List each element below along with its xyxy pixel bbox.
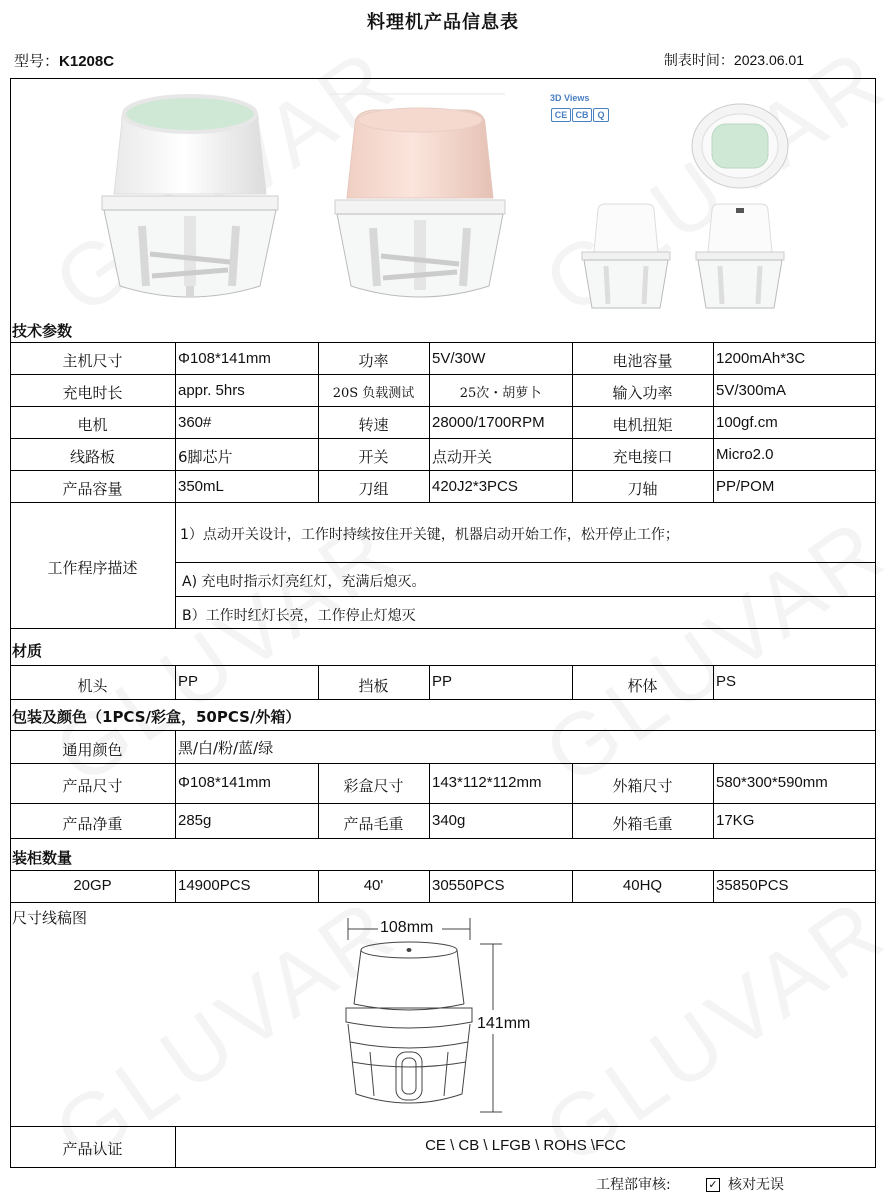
review-label: 工程部审核: [596, 1177, 671, 1193]
label-20gp: 20GP [73, 877, 112, 894]
label-load-test: 20S 负载测试 [332, 386, 415, 401]
label-capacity: 产品容量 [62, 480, 123, 498]
value-baffle-material: PP [432, 673, 453, 690]
label-circuit-board: 线路板 [69, 448, 115, 466]
value-switch: 点动开关 [432, 448, 493, 466]
page-title: 料理机产品信息表 [367, 12, 519, 33]
label-40ft: 40' [363, 877, 384, 894]
label-blade-shaft: 刀轴 [627, 480, 658, 498]
value-power: 5V/30W [432, 350, 486, 367]
ce-cert-icon: CE [551, 108, 571, 122]
label-giftbox-size: 彩盒尺寸 [343, 777, 404, 795]
value-colors: 黑/白/粉/蓝/绿 [178, 739, 274, 757]
value-motor: 360# [178, 414, 212, 431]
product-photo-top-view [690, 100, 790, 192]
value-giftbox-size: 143*112*112mm [432, 774, 542, 791]
section-drawing: 尺寸线稿图 [12, 909, 88, 927]
product-photo-pink [325, 86, 515, 318]
checkbox-checked-icon: ✓ [706, 1178, 720, 1192]
label-cup-material: 杯体 [627, 677, 658, 695]
value-blade-shaft: PP/POM [716, 478, 775, 495]
value-product-size: Φ108*141mm [178, 774, 271, 791]
value-torque: 100gf.cm [716, 414, 778, 431]
q-cert-icon: Q [593, 108, 609, 122]
label-colors: 通用颜色 [62, 741, 123, 759]
dimension-width-label: 108mm [380, 919, 434, 936]
review-check-text: 核对无误 [728, 1177, 784, 1193]
value-charge-port: Micro2.0 [716, 446, 774, 463]
label-charge-time: 充电时长 [62, 384, 123, 402]
table-date: 制表时间：2023.06.01 [663, 52, 804, 69]
label-switch: 开关 [358, 448, 389, 466]
section-tech-params: 技术参数 [12, 322, 73, 340]
value-input-power: 5V/300mA [716, 382, 787, 399]
label-gross-weight: 产品毛重 [343, 815, 404, 833]
dimension-drawing [330, 912, 570, 1122]
review-check [706, 1174, 784, 1194]
value-capacity: 350mL [178, 478, 224, 495]
label-40hq: 40HQ [622, 877, 663, 894]
value-certification: CE \ CB \ LFGB \ ROHS \FCC [425, 1137, 626, 1154]
value-blade-set: 420J2*3PCS [432, 478, 518, 495]
product-photo-side-view [576, 200, 676, 316]
label-product-size: 产品尺寸 [62, 777, 123, 795]
workflow-line-2: A) 充电时指示灯亮红灯，充满后熄灭。 [182, 574, 426, 590]
workflow-line-3: B）工作时红灯长亮，工作停止灯熄灭 [182, 608, 416, 624]
section-material: 材质 [12, 642, 43, 660]
label-input-power: 输入功率 [612, 384, 673, 402]
value-20gp: 14900PCS [178, 877, 251, 894]
value-cup-material: PS [716, 673, 737, 690]
label-torque: 电机扭矩 [612, 416, 673, 434]
section-container: 装柜数量 [12, 849, 73, 867]
value-gross-weight: 340g [432, 812, 466, 829]
label-battery: 电池容量 [612, 352, 673, 370]
value-40hq: 35850PCS [716, 877, 789, 894]
value-load-test: 25次・胡萝卜 [459, 386, 542, 401]
value-head-material: PP [178, 673, 199, 690]
label-baffle-material: 挡板 [358, 677, 389, 695]
dimension-height-label: 141mm [477, 1015, 531, 1032]
label-carton-weight: 外箱毛重 [612, 815, 673, 833]
value-carton-size: 580*300*590mm [716, 774, 828, 791]
3d-views-label: 3D Views [550, 93, 590, 103]
label-speed: 转速 [358, 416, 389, 434]
label-carton-size: 外箱尺寸 [612, 777, 673, 795]
label-head-material: 机头 [77, 677, 108, 695]
label-host-size: 主机尺寸 [62, 352, 123, 370]
value-net-weight: 285g [178, 812, 212, 829]
product-photo-back-view [690, 200, 790, 316]
label-blade-set: 刀组 [358, 480, 389, 498]
product-photo-white [90, 86, 290, 318]
label-workflow: 工作程序描述 [47, 559, 138, 577]
value-circuit-board: 6脚芯片 [178, 448, 233, 466]
value-charge-time: appr. 5hrs [178, 382, 245, 399]
value-speed: 28000/1700RPM [432, 414, 545, 431]
model-number: 型号：K1208C [14, 52, 115, 70]
label-charge-port: 充电接口 [612, 448, 673, 466]
cb-cert-icon: CB [572, 108, 592, 122]
label-power: 功率 [358, 352, 389, 370]
value-battery: 1200mAh*3C [716, 350, 806, 367]
value-40ft: 30550PCS [432, 877, 505, 894]
label-certification: 产品认证 [62, 1140, 123, 1158]
value-carton-weight: 17KG [716, 812, 755, 829]
value-host-size: Φ108*141mm [178, 350, 271, 367]
label-net-weight: 产品净重 [62, 815, 123, 833]
section-packing: 包装及颜色（1PCS/彩盒，50PCS/外箱） [12, 708, 301, 726]
workflow-line-1: 1）点动开关设计，工作时持续按住开关键，机器启动开始工作，松开停止工作； [180, 527, 679, 543]
label-motor: 电机 [77, 416, 108, 434]
